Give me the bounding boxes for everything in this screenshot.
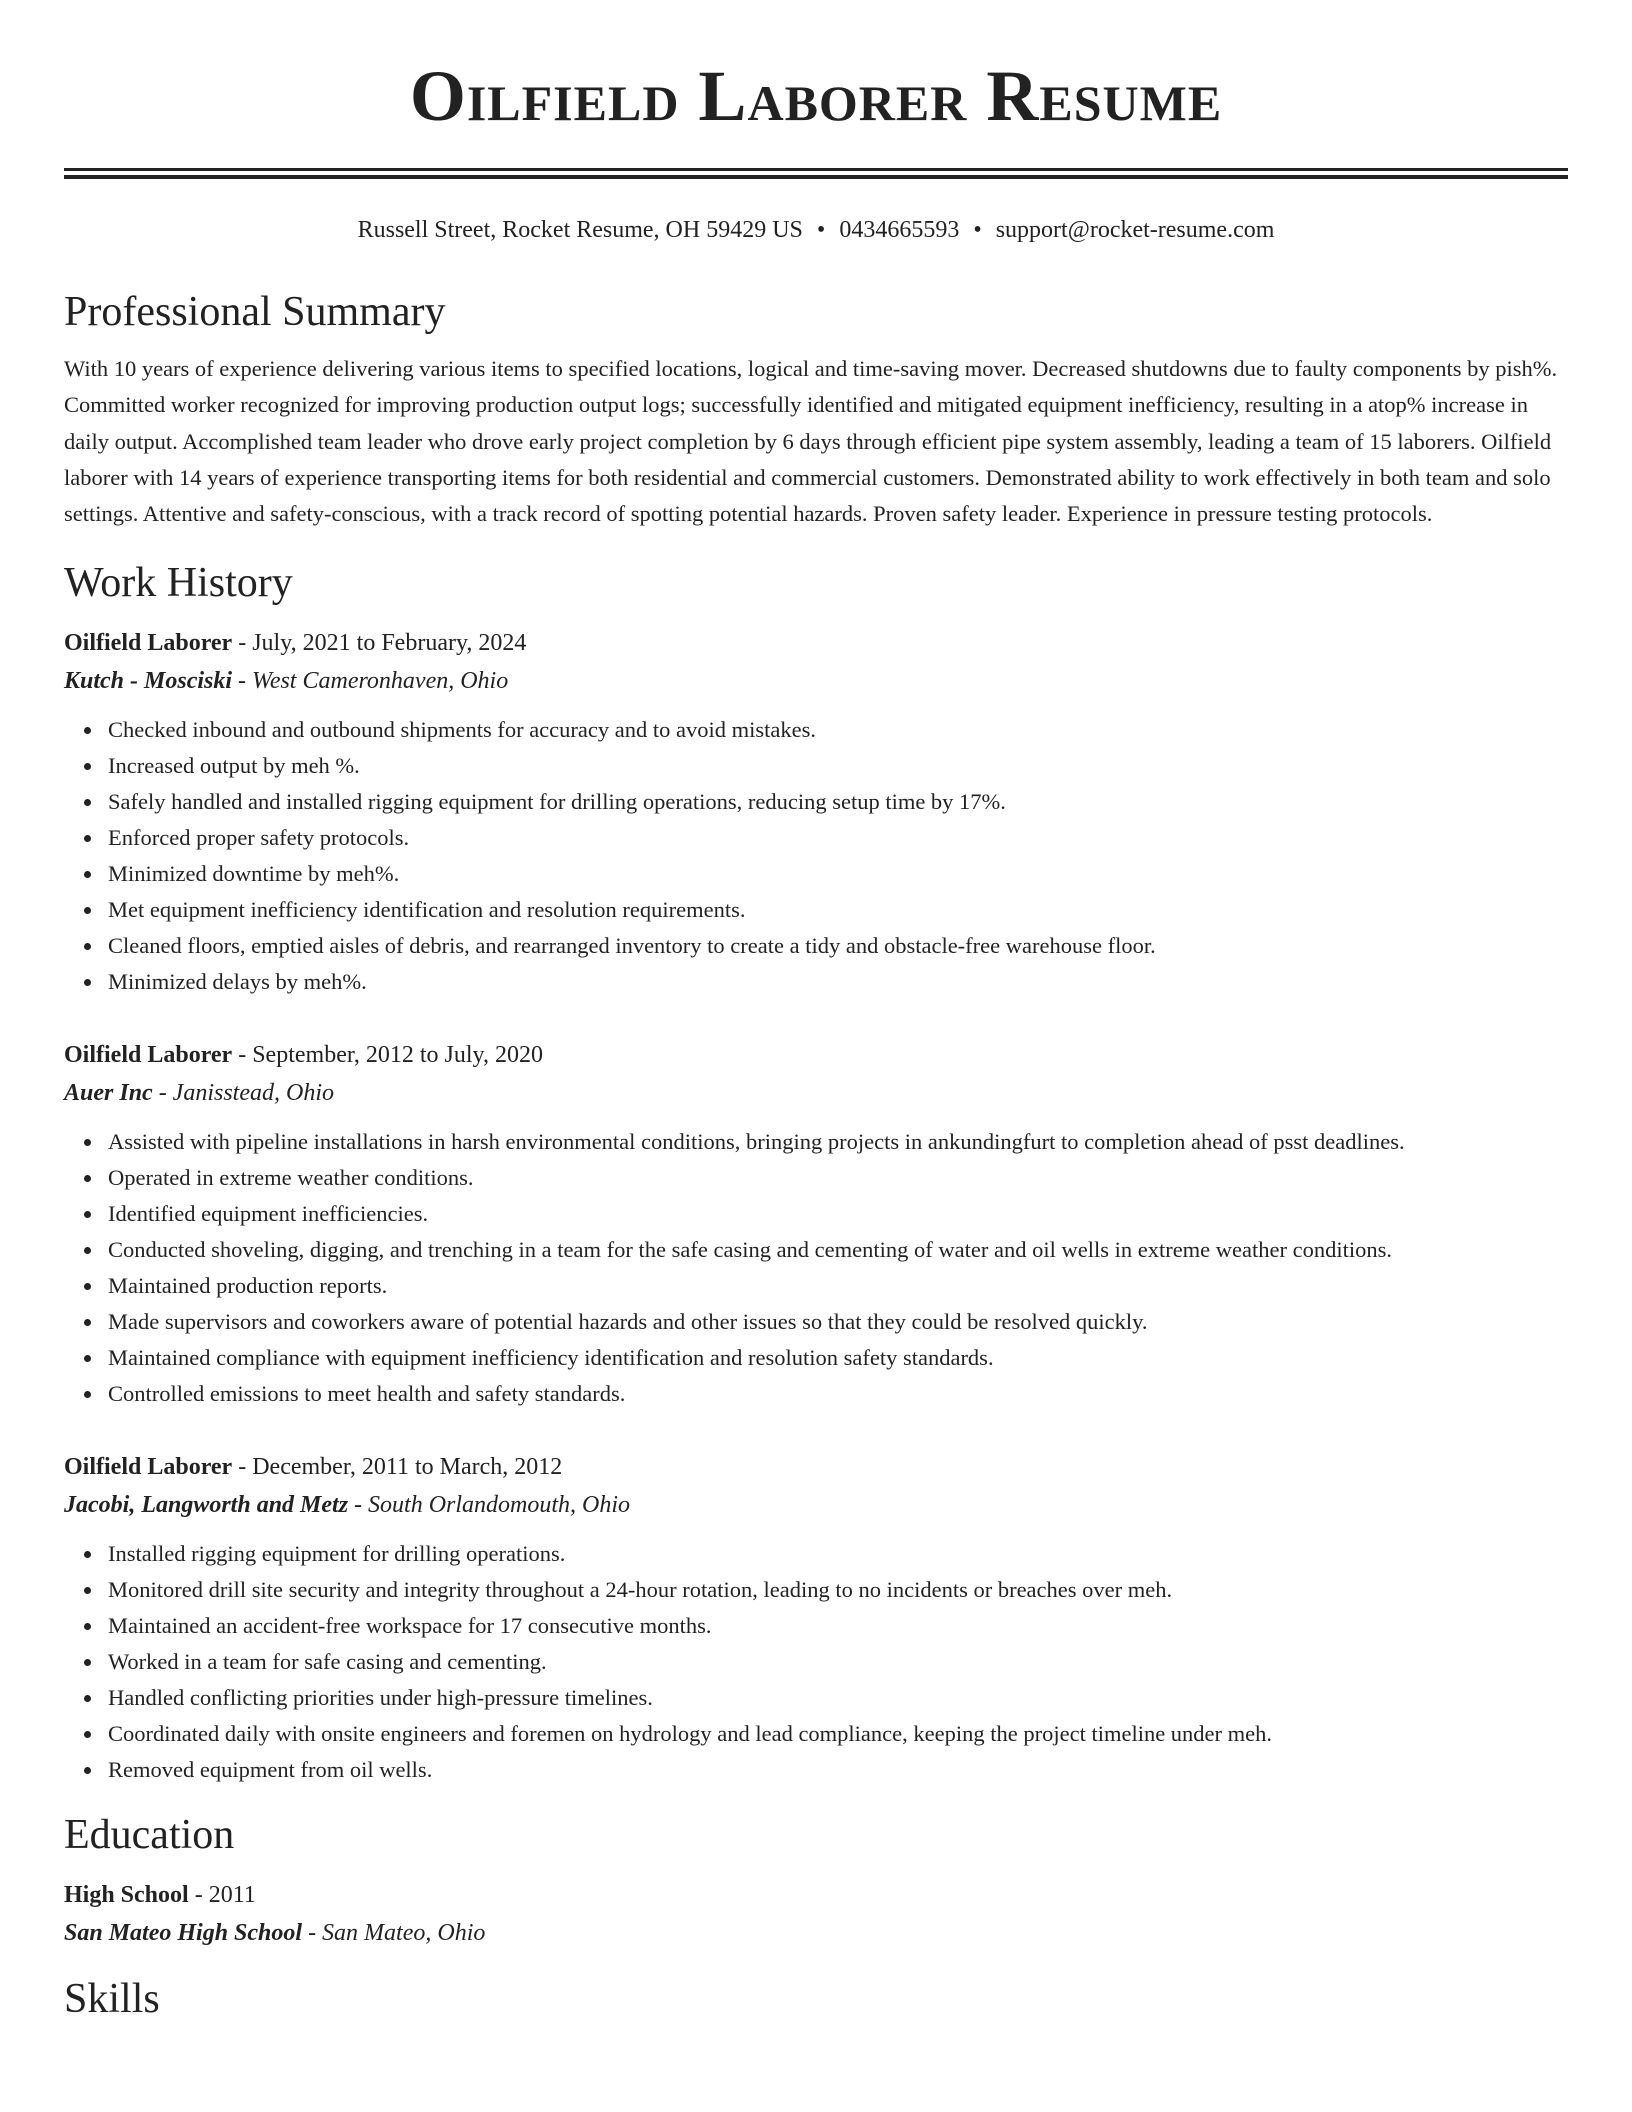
skills-heading: Skills: [64, 1976, 160, 2023]
job-entry: [64, 1448, 1568, 1788]
job-bullet: Minimized delays by meh%.: [108, 964, 1568, 1000]
job-entry: [64, 1036, 1568, 1412]
job-bullet-list: [64, 1536, 1568, 1788]
job-bullet: Assisted with pipeline installations in harsh environmental conditions, bringing projects in ankundingfurt to completion ahead of psst deadlines.: [108, 1124, 1568, 1160]
job-bullet: Cleaned floors, emptied aisles of debris, and rearranged inventory to create a tidy and obstacle-free warehouse floor.: [108, 928, 1568, 964]
job-bullet: Worked in a team for safe casing and cementing.: [108, 1644, 1568, 1680]
job-location: - South Orlandomouth, Ohio: [348, 1492, 631, 1519]
job-title-line: [64, 624, 1568, 662]
job-position: Oilfield Laborer: [64, 630, 233, 657]
job-location: - Janisstead, Ohio: [152, 1080, 334, 1107]
education-school: San Mateo High School: [64, 1920, 303, 1947]
job-bullet: Monitored drill site security and integrity throughout a 24-hour rotation, leading to no incidents or breaches over meh.: [108, 1572, 1568, 1608]
job-bullet: Coordinated daily with onsite engineers and foremen on hydrology and lead compliance, keeping the project timeline under meh.: [108, 1716, 1568, 1752]
resume-title: Oilfield Laborer Resume: [409, 56, 1223, 136]
job-bullet: Made supervisors and coworkers aware of potential hazards and other issues so that they could be resolved quickly.: [108, 1304, 1568, 1340]
education-entry: [64, 1876, 1568, 1952]
education-degree-line: [64, 1876, 1568, 1914]
job-bullet: Conducted shoveling, digging, and trenching in a team for the safe casing and cementing of water and oil wells in extreme weather conditions.: [108, 1232, 1568, 1268]
job-bullet: Controlled emissions to meet health and safety standards.: [108, 1376, 1568, 1412]
header-rule-top: [64, 168, 1568, 171]
job-bullet: Operated in extreme weather conditions.: [108, 1160, 1568, 1196]
education-school-line: [64, 1914, 1568, 1952]
job-bullet: Maintained production reports.: [108, 1268, 1568, 1304]
job-bullet: Identified equipment inefficiencies.: [108, 1196, 1568, 1232]
job-dates: - December, 2011 to March, 2012: [232, 1454, 563, 1481]
job-bullet: Minimized downtime by meh%.: [108, 856, 1568, 892]
job-title-line: [64, 1036, 1568, 1074]
job-company: Auer Inc: [64, 1080, 153, 1107]
work-history-heading: Work History: [64, 560, 293, 607]
job-bullet-list: [64, 712, 1568, 1000]
header-rule-bottom: [64, 175, 1568, 179]
job-bullet: Maintained compliance with equipment inefficiency identification and resolution safety standards.: [108, 1340, 1568, 1376]
contact-email: support@rocket-resume.com: [995, 217, 1275, 243]
job-bullet: Checked inbound and outbound shipments for accuracy and to avoid mistakes.: [108, 712, 1568, 748]
job-bullet: Increased output by meh %.: [108, 748, 1568, 784]
job-dates: - September, 2012 to July, 2020: [232, 1042, 543, 1069]
job-bullet: Maintained an accident-free workspace for 17 consecutive months.: [108, 1608, 1568, 1644]
job-bullet: Safely handled and installed rigging equipment for drilling operations, reducing setup time by 17%.: [108, 784, 1568, 820]
job-company: Jacobi, Langworth and Metz: [64, 1492, 349, 1519]
job-dates: - July, 2021 to February, 2024: [232, 630, 527, 657]
summary-heading: Professional Summary: [64, 289, 446, 335]
job-bullet: Met equipment inefficiency identification and resolution requirements.: [108, 892, 1568, 928]
job-company-line: [64, 1486, 1568, 1524]
job-entry: [64, 624, 1568, 1000]
resume-page: [64, 0, 1568, 2024]
job-bullet: Handled conflicting priorities under high-pressure timelines.: [108, 1680, 1568, 1716]
contact-separator: •: [816, 217, 826, 243]
education-degree: High School: [64, 1882, 189, 1909]
job-company-line: [64, 1074, 1568, 1112]
education-year: - 2011: [188, 1882, 256, 1909]
job-position: Oilfield Laborer: [64, 1454, 233, 1481]
education-location: - San Mateo, Ohio: [302, 1920, 486, 1947]
job-title-line: [64, 1448, 1568, 1486]
contact-address: Russell Street, Rocket Resume, OH 59429 US: [357, 217, 803, 243]
contact-separator: •: [973, 217, 982, 243]
job-position: Oilfield Laborer: [64, 1042, 233, 1069]
education-heading: Education: [64, 1812, 235, 1859]
contact-line: [64, 215, 1568, 245]
job-bullet: Installed rigging equipment for drilling operations.: [108, 1536, 1568, 1572]
summary-text: With 10 years of experience delivering various items to specified locations, logical and time-saving mover. Decreased shutdowns due to faulty components by pish%. Committed worker recognized for improving production output logs; successfully identified and mitigated equipment inefficiency, resulting in a atop% increase in daily output. Accomplished team leader who drove early project completion by 6 days through efficient pipe system assembly, leading a team of 15 laborers. Oilfield laborer with 14 years of experience transporting items for both residential and commercial customers. Demonstrated ability to work effectively in both team and solo settings. Attentive and safety-conscious, with a track record of spotting potential hazards. Proven safety leader. Experience in pressure testing protocols.: [64, 356, 1558, 527]
job-company-line: [64, 662, 1568, 700]
contact-phone: 0434665593: [839, 217, 960, 243]
job-bullet-list: [64, 1124, 1568, 1412]
job-company: Kutch - Mosciski: [64, 668, 233, 695]
job-location: - West Cameronhaven, Ohio: [232, 668, 509, 695]
job-bullet: Enforced proper safety protocols.: [108, 820, 1568, 856]
job-bullet: Removed equipment from oil wells.: [108, 1752, 1568, 1788]
